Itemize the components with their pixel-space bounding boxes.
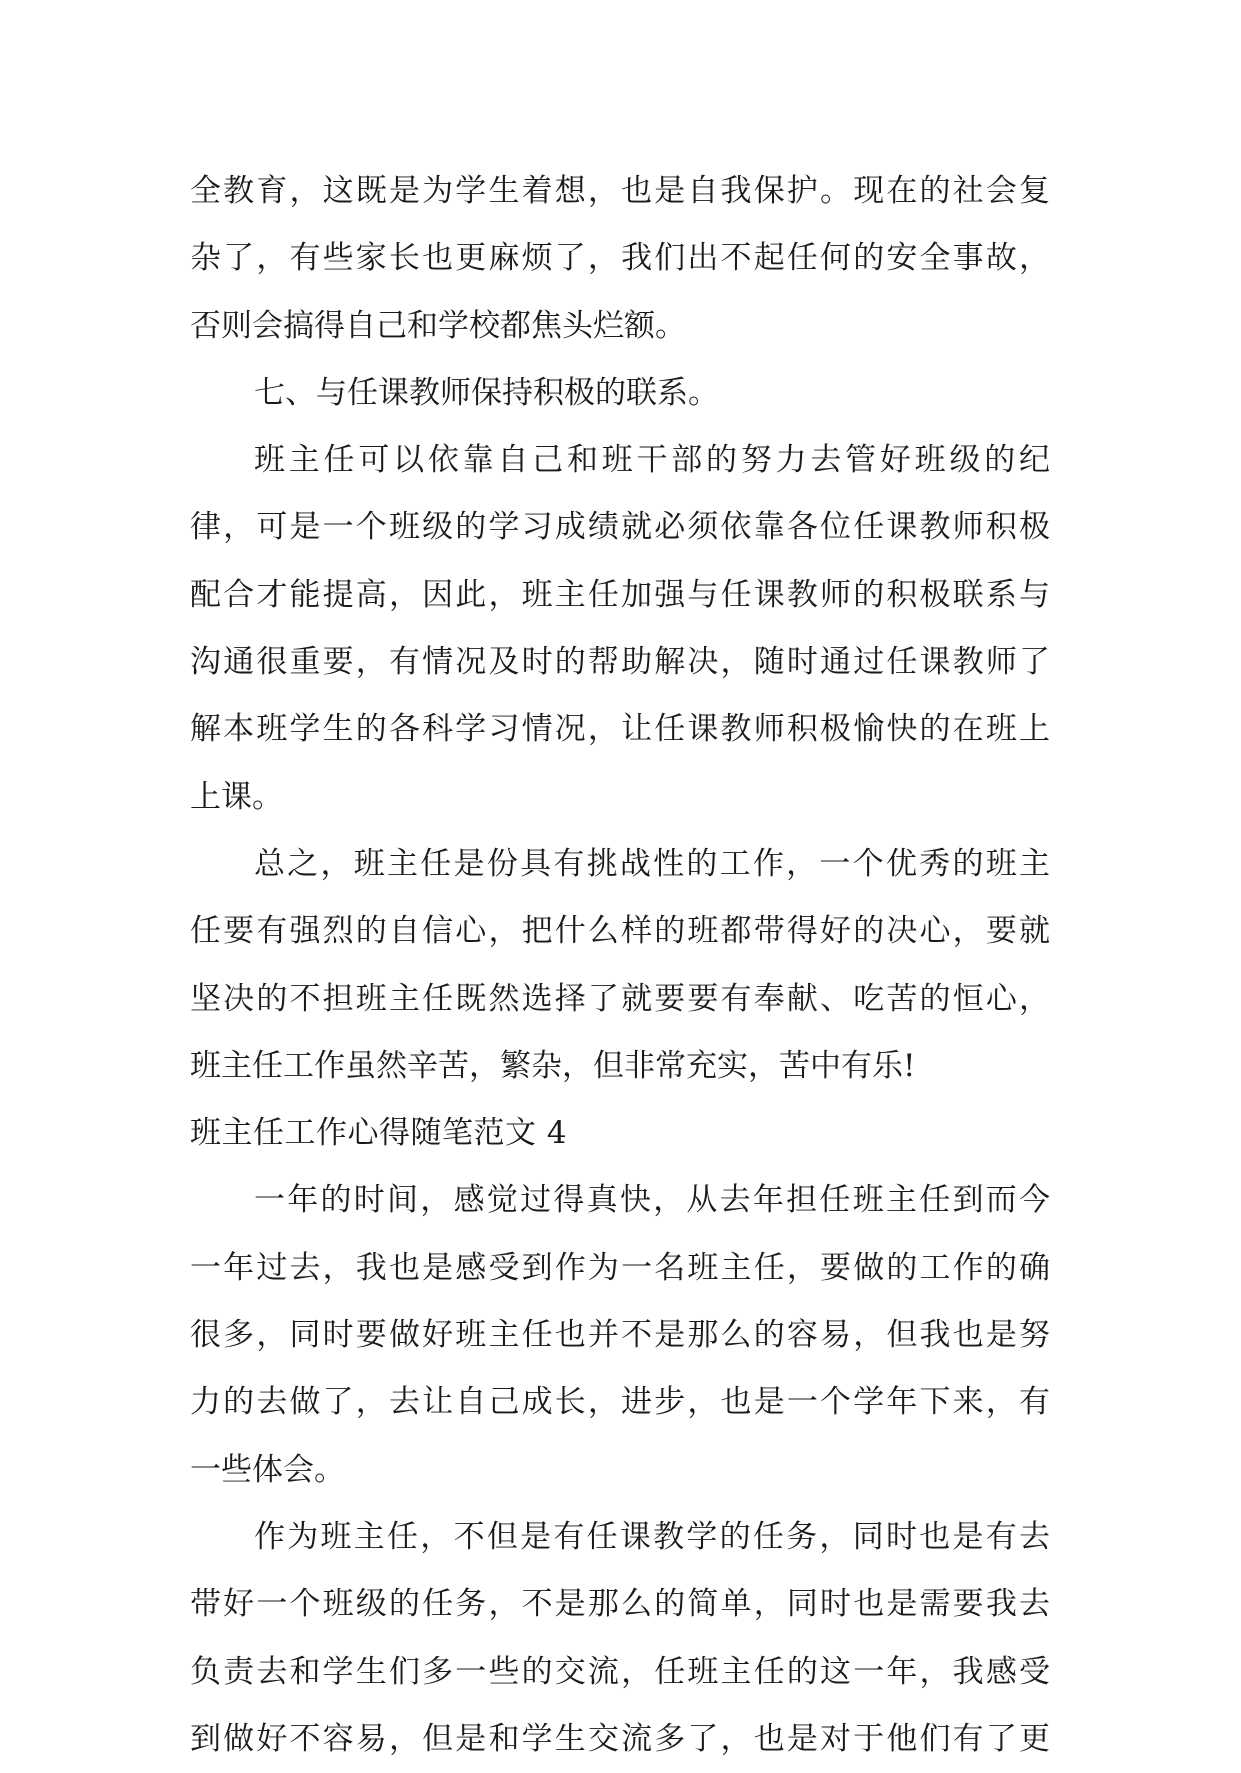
paragraph-first-line: 总之，班主任是份具有挑战性的工作，一个优秀的班主 (254, 845, 1050, 882)
text-line: 负责去和学生们多一些的交流，任班主任的这一年，我感受 (190, 1653, 1050, 1690)
text-line: 到做好不容易，但是和学生交流多了，也是对于他们有了更 (190, 1720, 1050, 1757)
paragraph-first-line: 一年的时间，感觉过得真快，从去年担任班主任到而今 (254, 1182, 1050, 1219)
text-line: 很多，同时要做好班主任也并不是那么的容易，但我也是努 (190, 1317, 1050, 1354)
text-line: 班主任工作虽然辛苦，繁杂，但非常充实，苦中有乐! (190, 1047, 916, 1084)
text-line: 解本班学生的各科学习情况，让任课教师积极愉快的在班上 (190, 711, 1050, 748)
text-line: 一年过去，我也是感受到作为一名班主任，要做的工作的确 (190, 1249, 1050, 1286)
text-line: 全教育，这既是为学生着想，也是自我保护。现在的社会复 (190, 173, 1050, 209)
text-line: 律，可是一个班级的学习成绩就必须依靠各位任课教师积极 (190, 509, 1050, 546)
text-line: 配合才能提高，因此，班主任加强与任课教师的积极联系与 (190, 576, 1050, 613)
paragraph-first-line: 班主任可以依靠自己和班干部的努力去管好班级的纪 (254, 442, 1050, 479)
text-line: 上课。 (190, 778, 283, 815)
text-line: 带好一个班级的任务，不是那么的简单，同时也是需要我去 (190, 1586, 1050, 1623)
text-line: 力的去做了，去让自己成长，进步，也是一个学年下来，有 (190, 1384, 1050, 1421)
text-line: 坚决的不担班主任既然选择了就要要有奉献、吃苦的恒心， (190, 980, 1050, 1017)
text-line: 一些体会。 (190, 1451, 345, 1488)
paragraph-first-line: 作为班主任，不但是有任课教学的任务，同时也是有去 (254, 1518, 1050, 1555)
text-line: 杂了，有些家长也更麻烦了，我们出不起任何的安全事故， (190, 240, 1050, 277)
article-title: 班主任工作心得随笔范文 4 (190, 1115, 568, 1152)
text-line: 沟通很重要，有情况及时的帮助解决，随时通过任课教师了 (190, 644, 1050, 681)
section-heading: 七、与任课教师保持积极的联系。 (254, 374, 719, 411)
document-body (190, 158, 1050, 1773)
text-line: 任要有强烈的自信心，把什么样的班都带得好的决心，要就 (190, 913, 1050, 950)
text-line: 否则会搞得自己和学校都焦头烂额。 (190, 307, 686, 344)
